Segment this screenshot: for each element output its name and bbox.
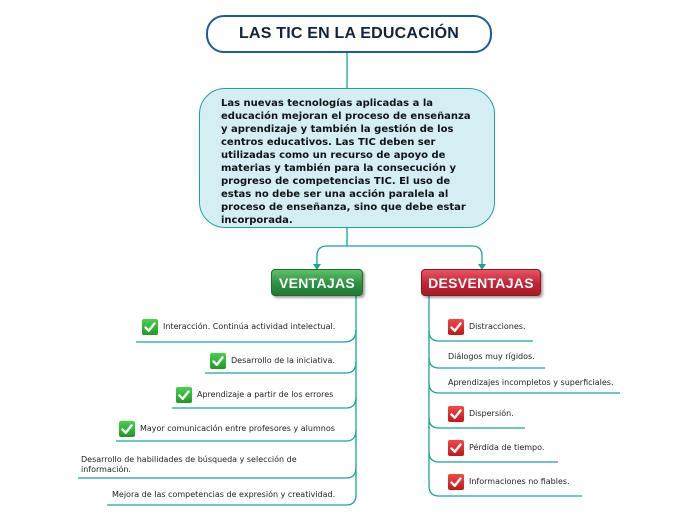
checkmark-green-icon bbox=[119, 421, 135, 437]
desventaja-item[interactable] bbox=[448, 319, 526, 335]
ventaja-text: Desarrollo de habilidades de búsqueda y selección de información. bbox=[81, 455, 297, 474]
checkmark-green-icon bbox=[176, 387, 192, 403]
desventaja-text: Pérdida de tiempo. bbox=[469, 443, 545, 452]
main-title: LAS TIC EN LA EDUCACIÓN bbox=[238, 25, 459, 42]
main-title-node[interactable] bbox=[206, 15, 492, 53]
desventaja-text: Distracciones. bbox=[469, 322, 526, 331]
checkmark-red-icon bbox=[448, 319, 464, 335]
desventaja-item[interactable] bbox=[448, 352, 535, 362]
description-node[interactable] bbox=[199, 88, 495, 228]
desventaja-item[interactable] bbox=[448, 440, 544, 456]
ventaja-item[interactable] bbox=[210, 353, 335, 369]
checkmark-red-icon bbox=[448, 474, 464, 490]
connector-to-ventajas bbox=[317, 246, 347, 269]
desventaja-text: Informaciones no fiables. bbox=[469, 477, 570, 486]
desventajas-node[interactable] bbox=[421, 269, 541, 296]
ventaja-item[interactable] bbox=[119, 421, 335, 437]
ventaja-text: Mayor comunicación entre profesores y alumnos bbox=[140, 424, 335, 433]
ventajas-label: VENTAJAS bbox=[278, 274, 356, 291]
checkmark-red-icon bbox=[448, 406, 464, 422]
ventaja-item[interactable] bbox=[81, 455, 331, 475]
checkmark-red-icon bbox=[448, 440, 464, 456]
checkmark-green-icon bbox=[210, 353, 226, 369]
ventajas-node[interactable] bbox=[271, 269, 363, 296]
desventajas-label: DESVENTAJAS bbox=[428, 274, 534, 291]
ventaja-text: Aprendizaje a partir de los errores bbox=[197, 390, 334, 399]
ventaja-item[interactable] bbox=[176, 387, 333, 403]
ventaja-item[interactable] bbox=[142, 319, 335, 335]
ventaja-text: Interacción. Continúa actividad intelectual. bbox=[163, 322, 336, 331]
ventaja-text: Mejora de las competencias de expresión y creatividad. bbox=[112, 490, 336, 499]
description-text: Las nuevas tecnologías aplicadas a la educación mejoran el proceso de enseñanza y aprendizaje y también la gestión de los centros educativos. Las TIC deben ser utilizadas como un recurso de apoyo de materias y también para la consecución y progreso de competencias TIC. El uso de estas no debe ser una acción paralela al proceso de enseñanza, sino que debe estar incorporada. bbox=[221, 98, 471, 226]
desventaja-text: Dispersión. bbox=[469, 409, 514, 418]
ventaja-item[interactable] bbox=[112, 490, 335, 500]
desventaja-text: Aprendizajes incompletos y superficiales. bbox=[448, 378, 614, 387]
checkmark-green-icon bbox=[142, 319, 158, 335]
desventaja-text: Diálogos muy rígidos. bbox=[448, 352, 535, 361]
ventaja-text: Desarrollo de la iniciativa. bbox=[231, 356, 335, 365]
desventaja-item[interactable] bbox=[448, 406, 514, 422]
desventaja-item[interactable] bbox=[448, 474, 570, 490]
connector-to-desventajas bbox=[347, 246, 482, 269]
connector-desventaja-2 bbox=[429, 331, 545, 368]
desventaja-item[interactable] bbox=[448, 378, 613, 388]
